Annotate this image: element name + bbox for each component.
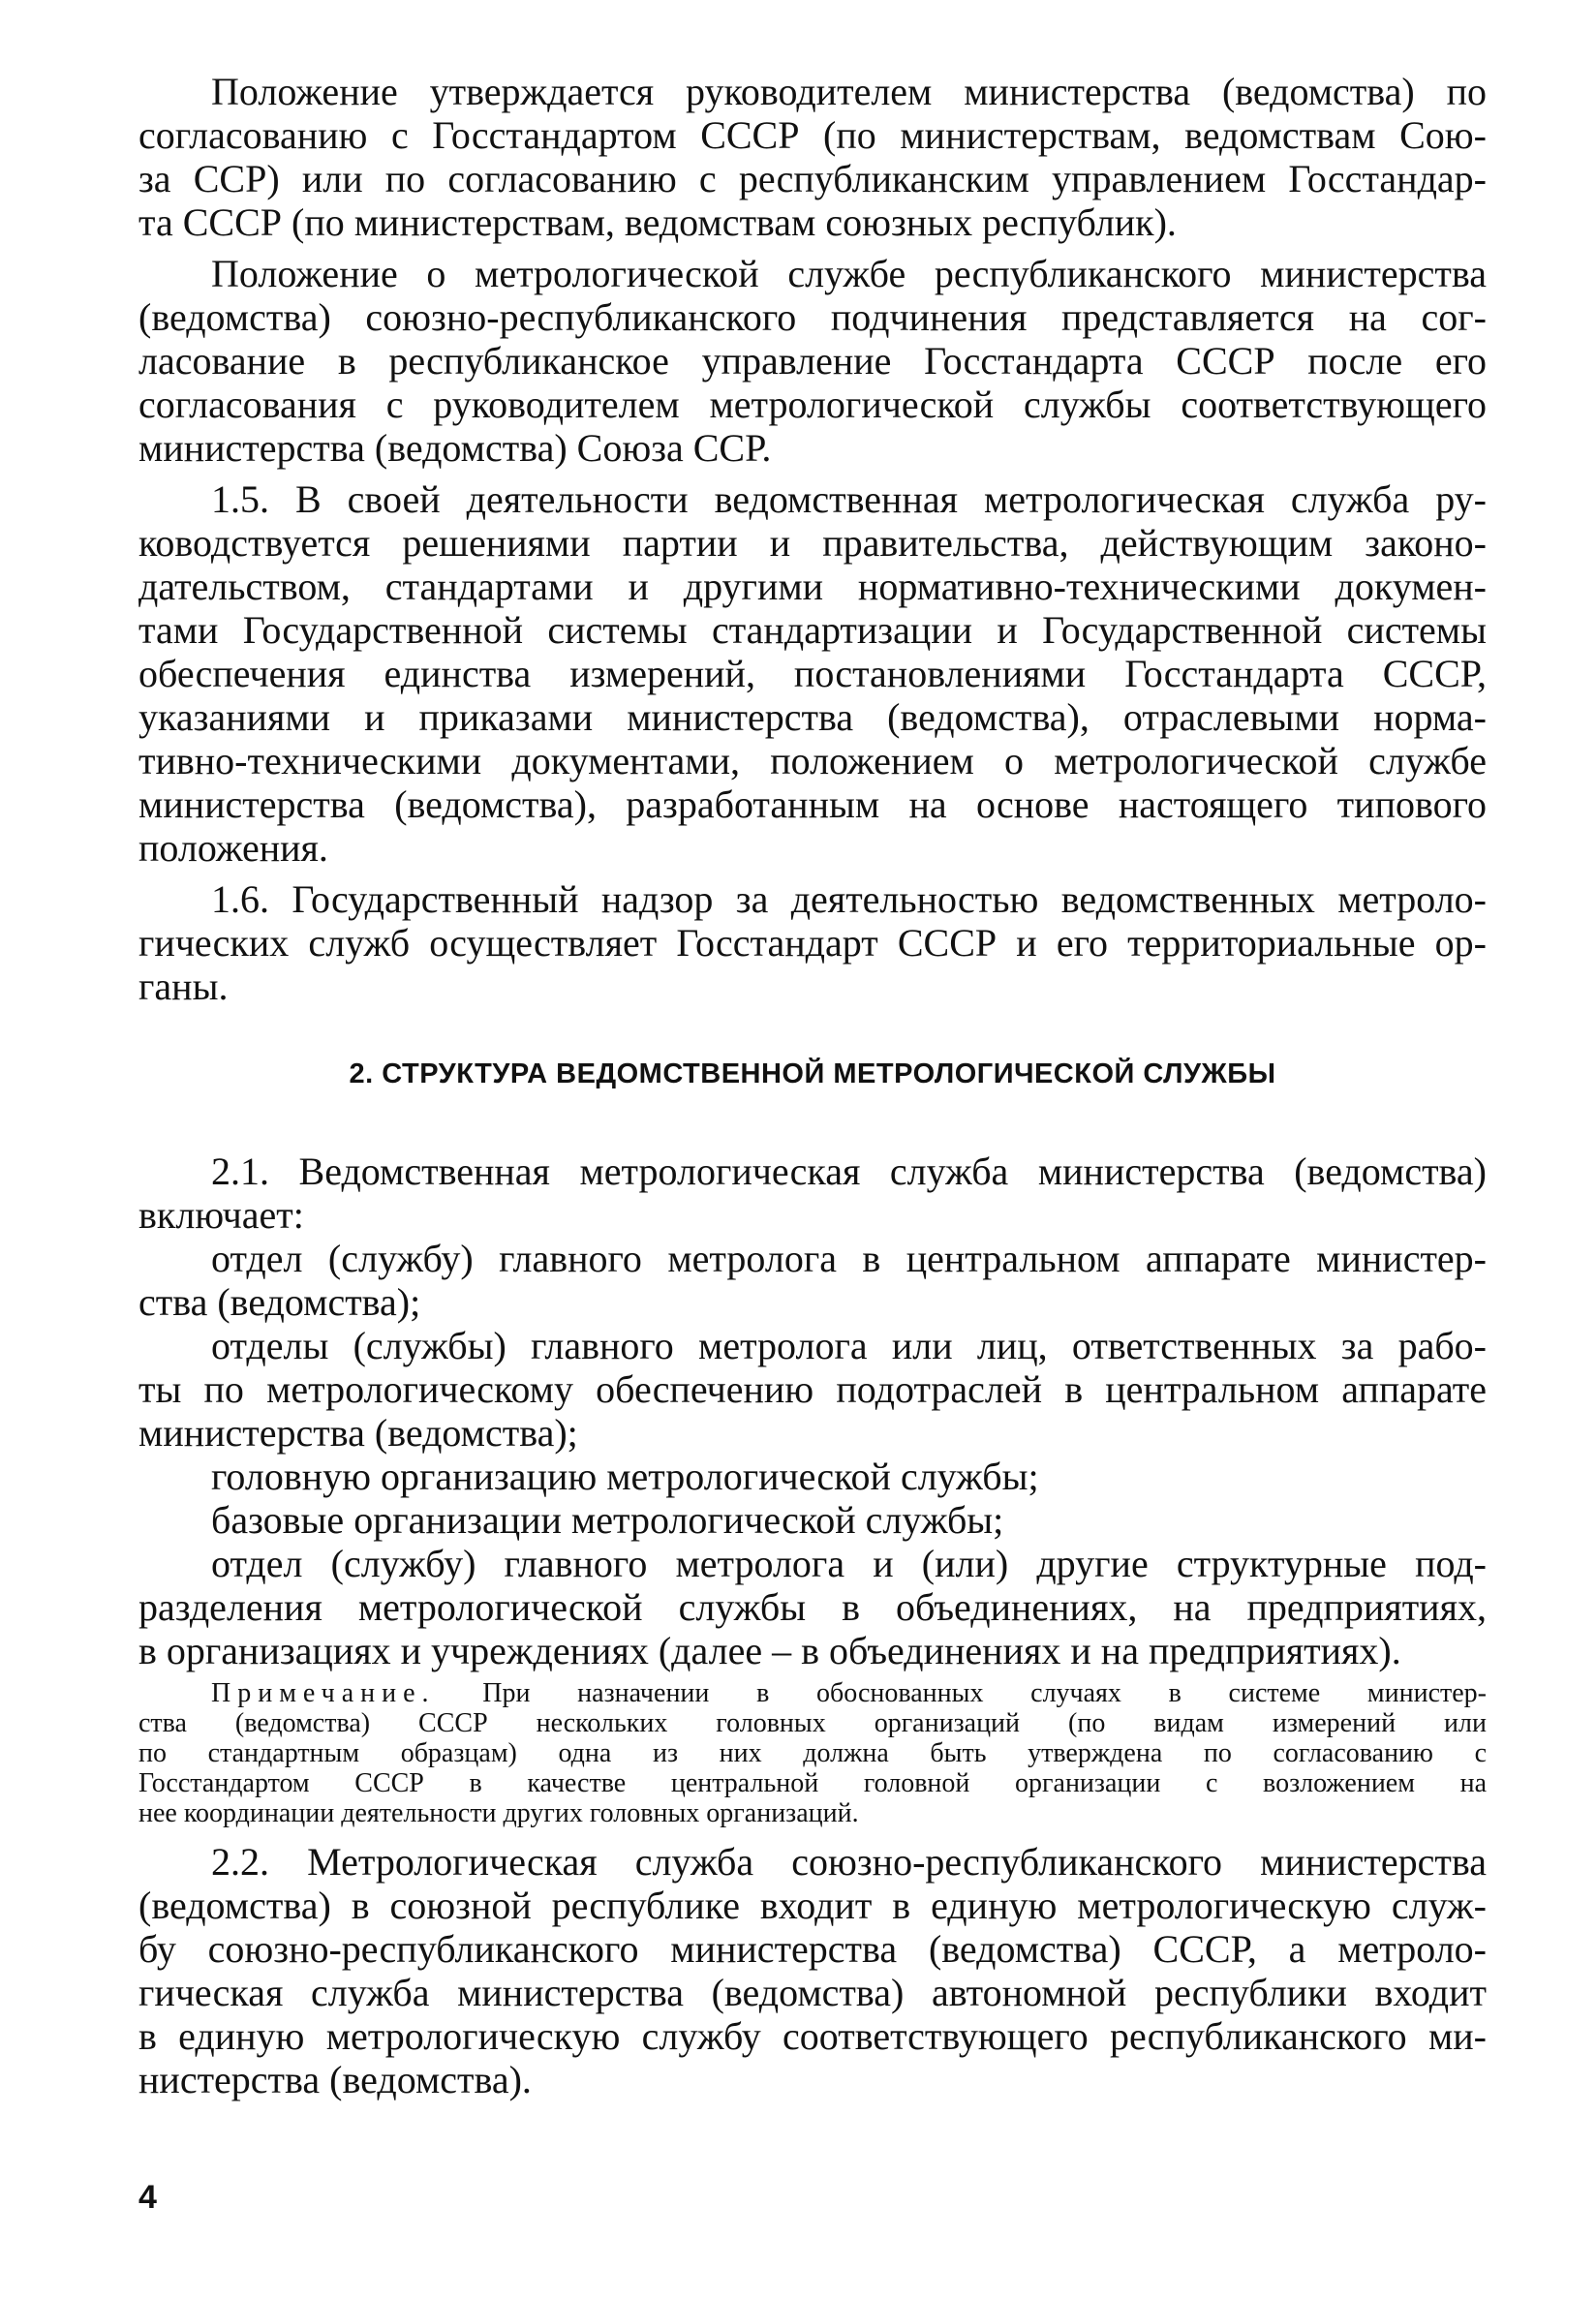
text-line: включает:: [138, 1193, 304, 1237]
paragraph-1-5: [138, 477, 1487, 870]
text-line: Положение о метрологической службе республиканского министерства: [211, 252, 1487, 295]
text-line: согласования с руководителем метрологической службы соответствующего: [138, 383, 1487, 426]
text-line: отдел (службу) главного метролога и (или) другие структурные под-: [211, 1542, 1487, 1585]
paragraph-polozhenie-approval: [138, 70, 1487, 244]
note-line: нее координации деятельности других головных организаций.: [138, 1798, 859, 1828]
text-line: тами Государственной системы стандартизации и Государственной системы: [138, 608, 1487, 652]
text-line: бу союзно-республиканского министерства (ведомства) СССР, а метроло-: [138, 1927, 1487, 1971]
list-item: [138, 1324, 1487, 1455]
text-line: в организациях и учреждениях (далее – в объединениях и на предприятиях).: [138, 1629, 1401, 1672]
note-line: Госстандартом СССР в качестве центральной головной организации с возложением на: [138, 1768, 1487, 1798]
text-line: обеспечения единства измерений, постановлениями Госстандарта СССР,: [138, 652, 1487, 695]
text-line: положения.: [138, 826, 328, 870]
text-line: ководствуется решениями партии и правительства, действующим законо-: [138, 521, 1487, 565]
text-line: головную организацию метрологической службы;: [211, 1455, 1039, 1498]
paragraph-2-2: [138, 1840, 1487, 2101]
text-line: та СССР (по министерствам, ведомствам союзных республик).: [138, 200, 1177, 244]
text-line: Положение утверждается руководителем министерства (ведомства) по: [211, 70, 1487, 113]
note-label: Примечание.: [211, 1678, 436, 1708]
note-text: При назначении в обоснованных случаях в системе министер-: [482, 1678, 1487, 1708]
list-item: [138, 1455, 1487, 1498]
note-line: по стандартным образцам) одна из них должна быть утверждена по согласованию с: [138, 1738, 1487, 1768]
paragraph-1-6: [138, 877, 1487, 1008]
text-line: гических служб осуществляет Госстандарт СССР и его территориальные ор-: [138, 921, 1487, 965]
text-line: тивно-техническими документами, положением о метрологической службе: [138, 739, 1487, 782]
text-line: 2.2. Метрологическая служба союзно-республиканского министерства: [211, 1840, 1487, 1884]
text-line: базовые организации метрологической службы;: [211, 1498, 1004, 1542]
text-line: отдел (службу) главного метролога в центральном аппарате министер-: [211, 1237, 1487, 1280]
text-line: министерства (ведомства);: [138, 1411, 578, 1455]
text-line: министерства (ведомства), разработанным на основе настоящего типового: [138, 782, 1487, 826]
text-line: разделения метрологической службы в объединениях, на предприятиях,: [138, 1585, 1487, 1629]
list-item: [138, 1542, 1487, 1672]
text-line: ты по метрологическому обеспечению подотраслей в центральном аппарате: [138, 1367, 1487, 1411]
paragraph-polozhenie-republic: [138, 252, 1487, 470]
text-line: отделы (службы) главного метролога или лиц, ответственных за рабо-: [211, 1324, 1487, 1367]
text-line: ганы.: [138, 965, 229, 1008]
note-line: ства (ведомства) СССР нескольких головных организаций (по видам измерений или: [138, 1708, 1487, 1738]
section-heading: 2. СТРУКТУРА ВЕДОМСТВЕННОЙ МЕТРОЛОГИЧЕСКОЙ СЛУЖБЫ: [349, 1058, 1276, 1089]
text-line: министерства (ведомства) Союза ССР.: [138, 426, 772, 470]
text-line: ства (ведомства);: [138, 1280, 421, 1324]
text-line: ласование в республиканское управление Госстандарта СССР после его: [138, 339, 1487, 383]
list-item: [138, 1237, 1487, 1324]
text-line: дательством, стандартами и другими нормативно-техническими докумен-: [138, 565, 1487, 608]
text-column: [138, 70, 1487, 2101]
page-number: 4: [138, 2179, 157, 2216]
text-line: нистерства (ведомства).: [138, 2058, 532, 2101]
list-item: [138, 1498, 1487, 1542]
text-line: 1.5. В своей деятельности ведомственная метрологическая служба ру-: [211, 477, 1487, 521]
text-line: указаниями и приказами министерства (ведомства), отраслевыми норма-: [138, 695, 1487, 739]
note-block: [138, 1678, 1487, 1828]
note-line: [138, 1678, 1487, 1708]
list-2-1: [138, 1237, 1487, 1672]
text-line: (ведомства) союзно-республиканского подчинения представляется на сог-: [138, 295, 1487, 339]
text-line: 2.1. Ведомственная метрологическая служба министерства (ведомства): [211, 1150, 1487, 1193]
text-line: согласованию с Госстандартом СССР (по министерствам, ведомствам Сою-: [138, 113, 1487, 157]
text-line: гическая служба министерства (ведомства) автономной республики входит: [138, 1971, 1487, 2014]
text-line: 1.6. Государственный надзор за деятельностью ведомственных метроло-: [211, 877, 1487, 921]
text-line: за ССР) или по согласованию с республиканским управлением Госстандар-: [138, 157, 1487, 200]
text-line: (ведомства) в союзной республике входит в единую метрологическую служ-: [138, 1884, 1487, 1927]
text-line: в единую метрологическую службу соответствующего республиканского ми-: [138, 2014, 1487, 2058]
paragraph-2-1: [138, 1150, 1487, 1237]
